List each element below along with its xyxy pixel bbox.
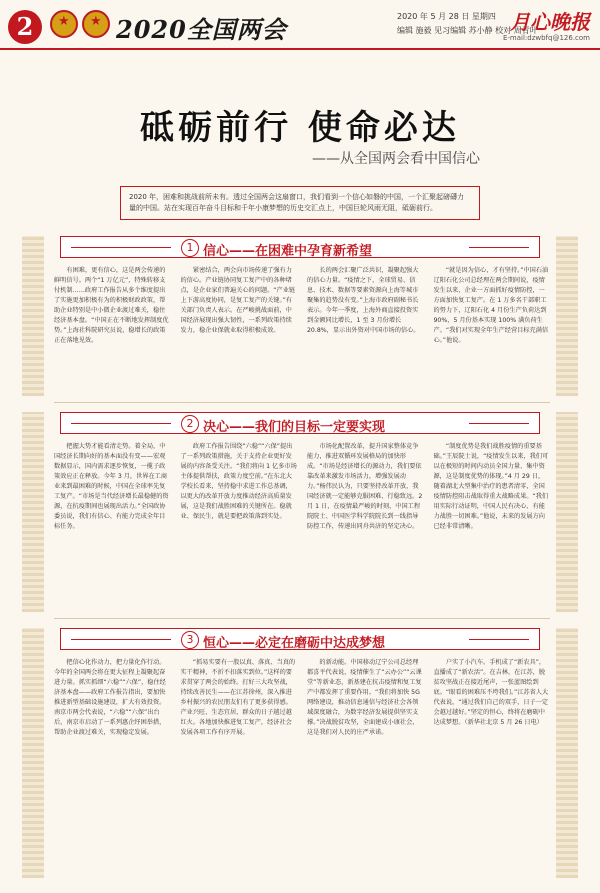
decorative-strip (22, 236, 44, 396)
decorative-strip (556, 412, 578, 612)
text-column: 把信心化作动力，把力量化作行动。今年的全国两会将在更大征程上凝聚起奋进力量。抓实抓细“六稳”“六保”，稳住经济基本盘——政府工作报告指出，要加快推进新型基础设施建设，扩大有效投资。南京市两会代表说，“六稳”“六保”出台后，南京市启动了一系列惠企纾困举措，帮助企业渡过难关，实现稳定发展。 (54, 659, 166, 736)
text-column: 长的两会汇聚广泛共识，凝聚起强大的信心力量。“疫情之下，全球贸易、信息、技术、数据等要素资源向上海等城市聚集的趋势没有变。”上海市政府副秘书长表示。今年一季度，上海外商直接投资实到金额同比增长，1 至 3 月份增长 20.8%，显示出外资对中国市场的信心。 (307, 267, 420, 334)
section-number: 3 (181, 631, 199, 649)
section-title-2: 决心——我们的目标一定要实现 (203, 420, 386, 435)
section-title: 2020全国两会 (116, 15, 287, 44)
section-header-2 (60, 412, 540, 434)
text-column: 把握大势才能看清走势。着全局，中国经济长期向好的基本面没有变——宏观数据显示，国内需求逐步恢复，一揽子政策效应正在释放。今年 3 月，世界在工商业来到最困难的时候，中国在全球率先复工复产。“市场是当代经济增长最稳健的资源，在抗疫期间也展现出活力。”全国政协委员说，我们有信心、有能力完成全年目标任务。 (54, 443, 169, 530)
text-column: “抓易实要有一股以真、落真、当真的实干精神，不折不扣落实到位。”这样的要求贯穿了两会的始终。打好三大攻坚战，持续改善民生——在江苏徐州，深入推进乡村振兴的农民朋友们有了更多获得感。产业兴旺、生态宜居，群众的日子越过越红火。各地加快推进复工复产，经济社会发展各项工作有序开展。 (180, 659, 296, 736)
text-column: 政府工作报告围绕“六稳”“六保”提出了一系列政策措施，关于支持企业更好发展的内容备受关注。“我们将向 1 亿多市场主体提供帮扶，政策力度空前。”在东北大学校长看来，坚持稳中求进工作总基调，以更大的改革开放力度推动经济高质量发展，这是我们战胜困难的关键所在。稳就业、保民生，就是要把政策落到实处。 (180, 443, 297, 520)
text-column: 紧密结合，两会向市场传递了强有力的信心。产业链协同复工复产中的各种堵点，是企业家们普遍关心的问题。“产业链上下游高度协同，是复工复产的关键。”有关部门负责人表示。在严峻挑战面前，中国经济展现出强大韧性，一系列政策持续发力，稳企业保就业取得积极成效。 (180, 267, 296, 334)
text-column: “就是因为信心，才有坚持。”中国石油辽阳石化公司总经理在两会期间说，疫情发生以来，企业一方面抓好疫情防控，一方面加快复工复产。在 1 万多名干部职工的努力下，辽阳石化 4 月份生产负荷达到 90%，5 月份基本实现 100% 满负荷生产。“我们对实现全年生产经营目标充满信心。”他说。 (433, 267, 549, 344)
contact-email: E-mail:dzwbfq@126.com (502, 34, 590, 42)
section-body-2 (54, 442, 550, 612)
section-title-1: 信心——在困难中孕育新希望 (203, 244, 373, 259)
decorative-strip (22, 412, 44, 612)
masthead-divider (0, 48, 600, 50)
section-body-1 (54, 266, 550, 396)
decorative-strip (556, 236, 578, 396)
text-column: 的新动能。中国移动辽宁公司总经理都喜平代表说，疫情催生了“云办公”“云课堂”等新业态，新基建在抗击疫情和复工复产中都发挥了重要作用。“我们将加快 5G 网络建设，推动信息通信与经济社会各领域深度融合，为数字经济发展提供坚实支撑。”决战脱贫攻坚，全面建成小康社会，这是我们对人民的庄严承诺。 (307, 659, 422, 736)
text-column: 户实了小汽车。手机成了“新农具”，直播成了“新农活”。在吉林，在江苏，脱贫攻坚战正在接近尾声，一张蓝图绘到底。“眼看的困难压不垮我们。”江苏省人大代表说，“通过我们自己的双手，日子一定会越过越好。”坚定的恒心，终将在磨砺中达成梦想。（新华社北京 5 月 26 日电） (433, 659, 549, 726)
headline: 砥砺前行 使命必达 (140, 108, 460, 148)
section-body-3 (54, 658, 550, 880)
text-column: 有困难，更有信心，这是两会传递的鲜明信号。两个“1 万亿元”，特殊转移支付机制……政府工作报告从多个维度提出了实施更加积极有为的积极财政政策，帮助企业特别是中小微企业渡过难关，稳住经济基本盘。“中国正在不断地发挥制度优势。”上海社科院研究员说，稳增长的政策正在落地见效。 (54, 267, 169, 344)
subheadline: ——从全国两会看中国信心 (312, 151, 480, 167)
cppcc-emblem-icon (82, 10, 110, 38)
section-header-1 (60, 236, 540, 258)
issue-date: 2020 年 5 月 28 日 星期四 (397, 12, 496, 21)
section-title-3: 恒心——必定在磨砺中达成梦想 (203, 636, 386, 651)
section-number: 2 (181, 415, 199, 433)
page-number: 2 (8, 10, 42, 44)
section-divider (54, 402, 550, 403)
issue-editors: 编辑 施毅 见习编辑 苏小静 校对 周青叶 (397, 26, 538, 35)
intro-box: 2020 年，困难和挑战前所未有。透过全国两会这扇窗口，我们看到一个信心如磐的中国，一个汇聚起磅礴力量的中国。站在实现百年奋斗目标和千年小康梦想的历史交汇点上，中国巨轮风雨无阻，砥砺前行。 (120, 186, 480, 220)
text-column: 市场化配置改革，提升国家整体竞争能力，推进双循环发展格局的加快形成。“市场是经济增长的源动力，我们要依靠改革来激发市场活力，增强发展动力。”杨伟民认为，只要坚持改革开放，我国经济就一定能够克服困难、行稳致远。2 月 1 日，在疫情最严峻的时刻，中国工程院院士、中国医学科学院院长到一线指导防控工作，传递出同舟共济的坚定决心。 (307, 443, 423, 530)
decorative-strip (22, 628, 44, 878)
section-divider (54, 618, 550, 619)
section-number: 1 (181, 239, 199, 257)
text-column: “制度优势是我们战胜疫情的重要基础。”王辰院士说，“疫情发生以来，我们可以在极短的时间内动员全国力量、集中资源，这是制度优势的体现。”4 月 29 日，随着湖北大型集中治疗的患者清零，全国疫情防控阻击战取得重大战略成果。“我们用实际行动证明，中国人民有决心、有能力战胜一切困难。”他说，未来的发展方向已经非常清晰。 (433, 443, 549, 530)
decorative-strip (556, 628, 578, 878)
masthead (0, 0, 600, 62)
section-header-3 (60, 628, 540, 650)
national-emblem-icon (50, 10, 78, 38)
newspaper-logo: 月心晚报 (510, 10, 590, 34)
